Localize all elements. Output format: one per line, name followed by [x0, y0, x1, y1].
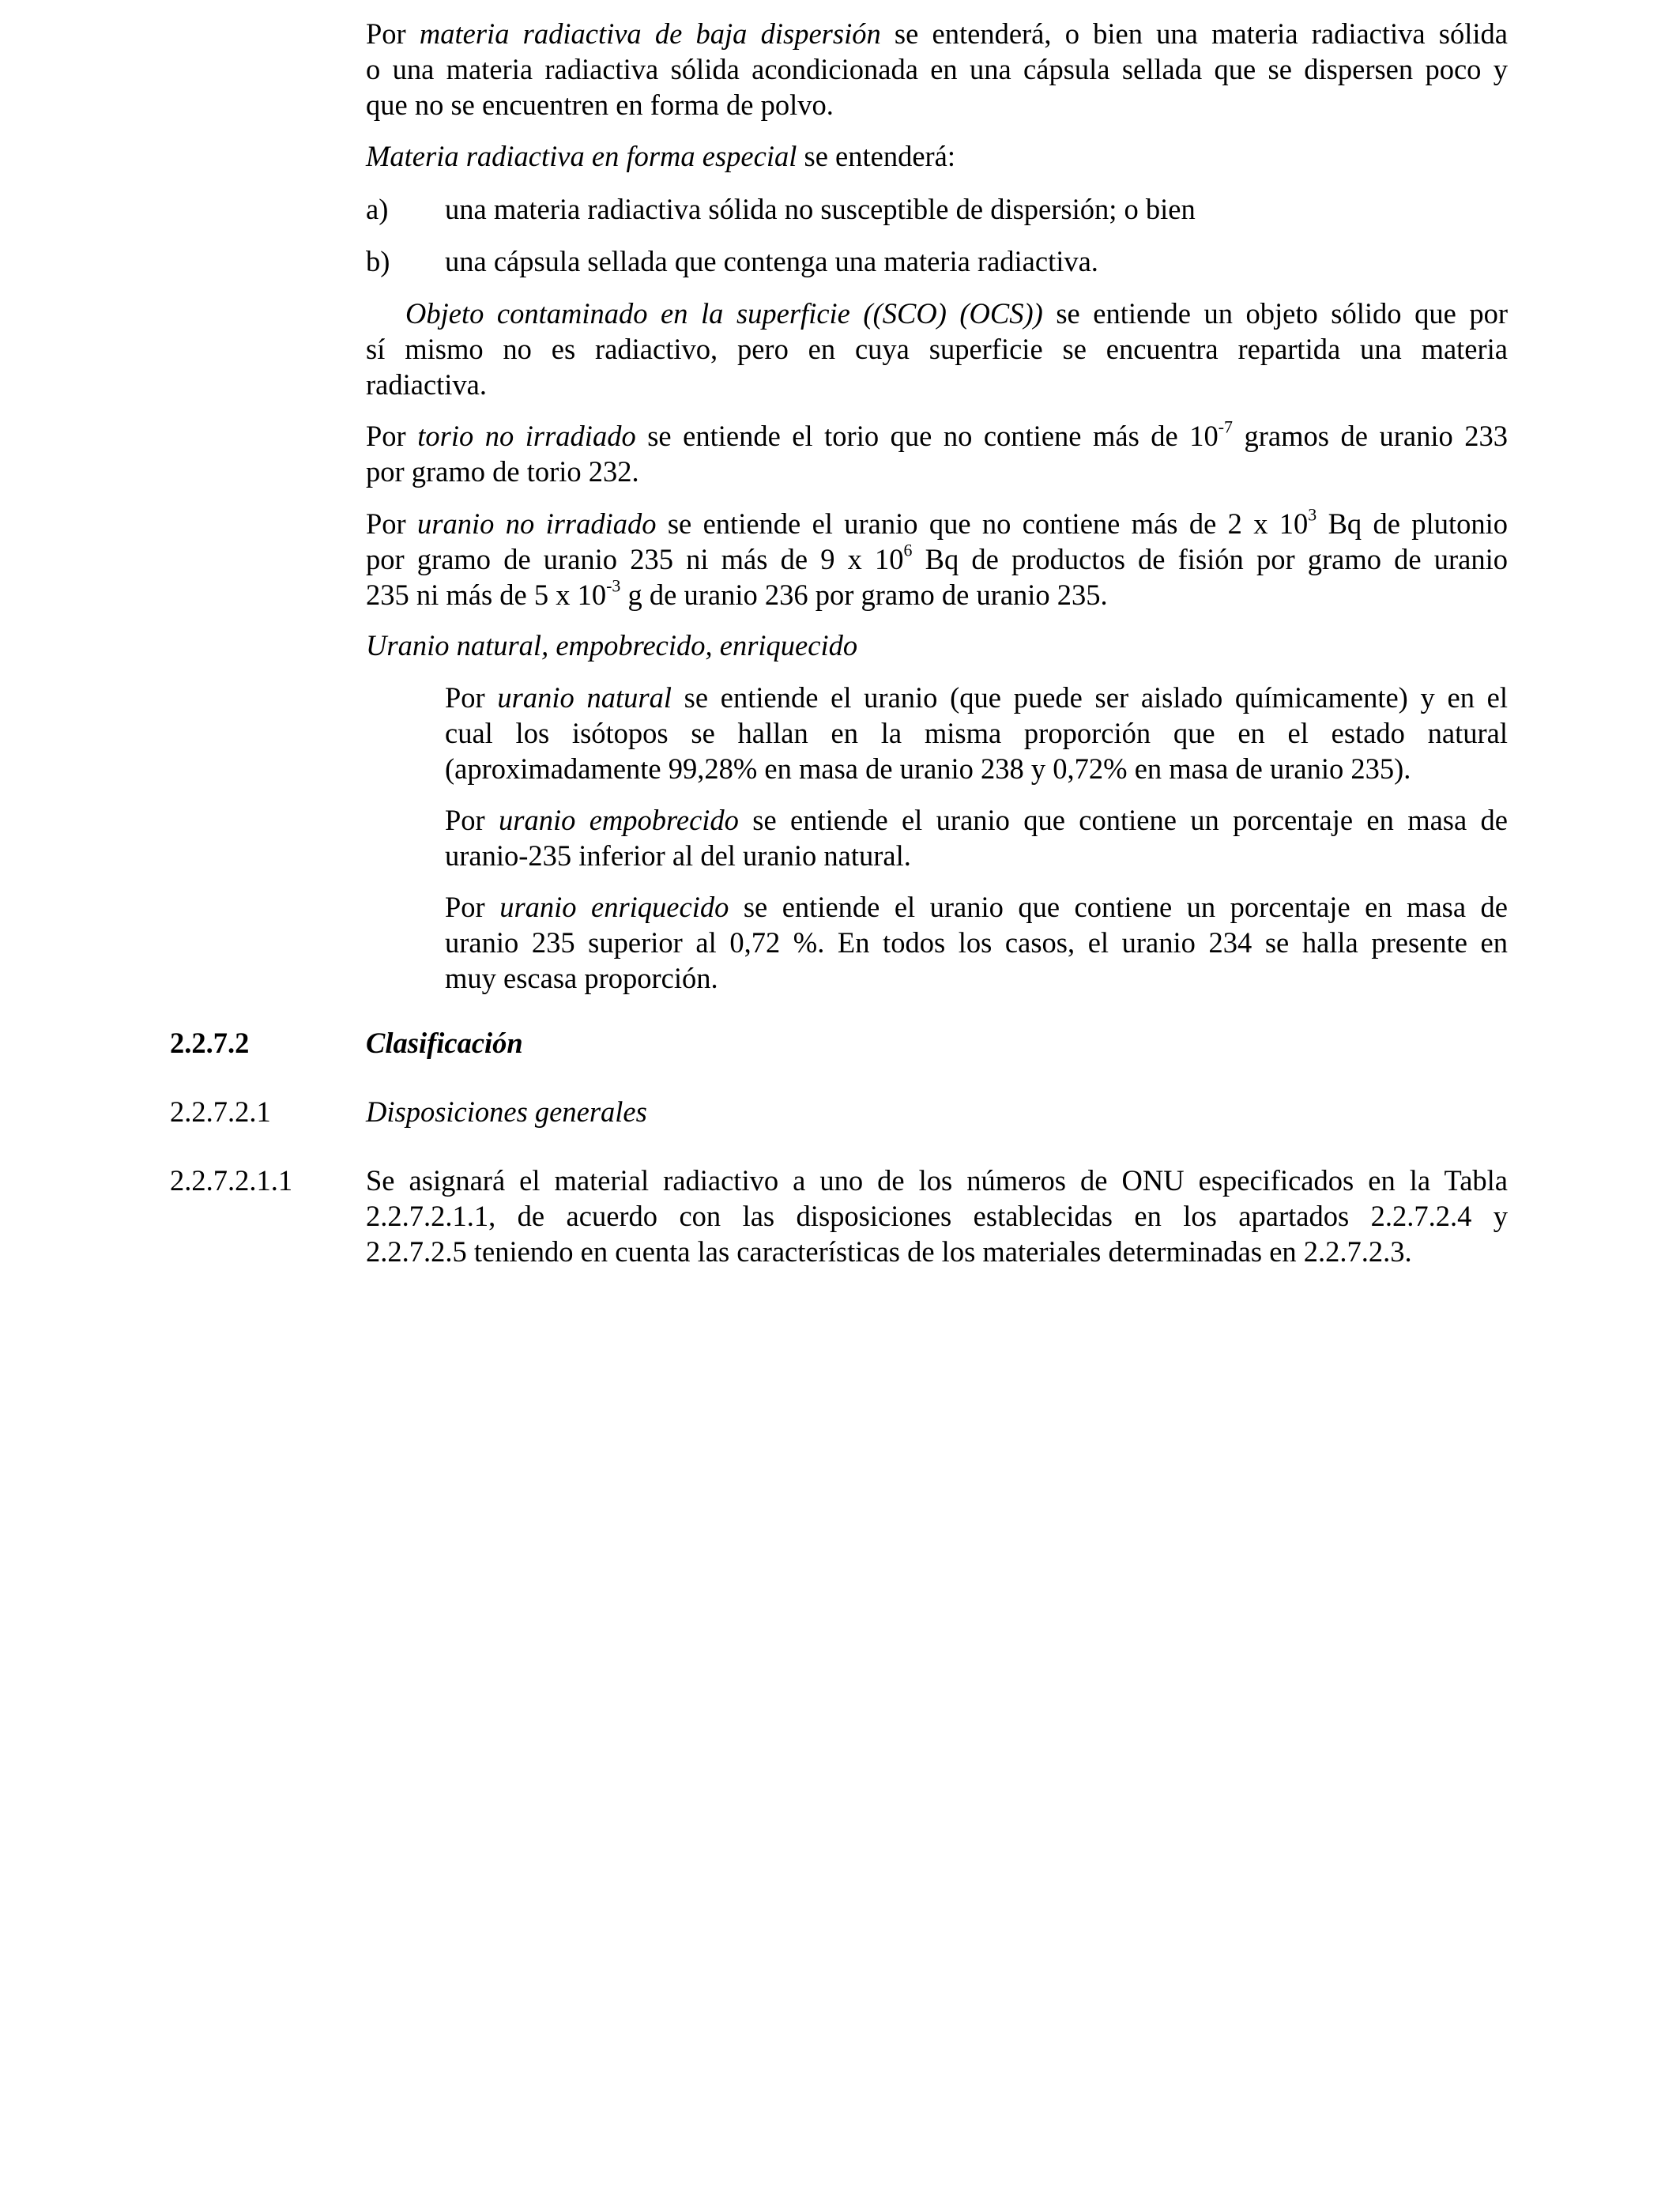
paragraph-line [366, 541, 1508, 577]
exponent: 6 [903, 540, 913, 560]
paragraph-line: 2.2.7.2.1.1, de acuerdo con las disposiciones establecidas en los apartados 2.2.7.2.4 y [366, 1200, 1508, 1232]
defined-term: materia radiactiva de baja dispersión [419, 17, 881, 50]
paragraph-line: (aproximadamente 99,28% en masa de uranio 238 y 0,72% en masa de uranio 235). [445, 752, 1411, 785]
paragraph-forma-especial [366, 138, 1508, 174]
paragraph-line: muy escasa proporción. [445, 962, 718, 994]
clause-number: 2.2.7.2.1.1 [170, 1164, 293, 1197]
subsection-title-text: Disposiciones generales [366, 1095, 647, 1128]
paragraph-line [366, 506, 1508, 541]
clause-paragraph [366, 1163, 1508, 1269]
text-rest: se entenderá, o bien una materia radiactiva sólida [880, 17, 1508, 50]
paragraph-line: o una materia radiactiva sólida acondicionada en una cápsula sellada que se dispersen poco y [366, 53, 1508, 85]
exponent: -3 [606, 575, 621, 596]
text-lead: Por [366, 420, 418, 452]
defined-term: uranio empobrecido [499, 804, 739, 836]
text-rest: se entenderá: [797, 140, 956, 172]
paragraph-line: uranio-235 inferior al del uranio natural. [445, 839, 911, 872]
list-marker: a) [366, 193, 389, 225]
paragraph-torio-no-irradiado [366, 418, 1508, 489]
paragraph-line [445, 889, 1508, 925]
text-lead: Por [366, 17, 420, 50]
defined-term: uranio enriquecido [499, 891, 729, 923]
text-part: por gramo de uranio 235 ni más de 9 x 10 [366, 543, 904, 575]
paragraph-baja-dispersion [366, 16, 1508, 123]
subsection-number: 2.2.7.2.1 [170, 1095, 271, 1128]
list-text: una materia radiactiva sólida no susceptible de dispersión; o bien [445, 193, 1196, 225]
list-marker: b) [366, 245, 390, 277]
paragraph-line [366, 296, 1508, 331]
paragraph-line [445, 680, 1508, 715]
exponent: -7 [1218, 417, 1234, 437]
paragraph-line [366, 418, 1508, 454]
paragraph-uranio-natural [445, 680, 1508, 786]
defined-term: uranio natural [497, 681, 672, 714]
paragraph-uranio-no-irradiado [366, 506, 1508, 613]
list-text: una cápsula sellada que contenga una materia radiactiva. [445, 245, 1098, 277]
defined-term: Objeto contaminado en la superficie ((SCO) (OCS)) [405, 297, 1043, 330]
subsection-title [366, 1094, 647, 1129]
paragraph-uranio-empobrecido [445, 802, 1508, 873]
section-number: 2.2.7.2 [170, 1027, 250, 1059]
paragraph-line [366, 577, 1508, 613]
text-rest: se entiende un objeto sólido que por [1042, 297, 1508, 330]
text-lead: Por [445, 804, 499, 836]
subheading-text: Uranio natural, empobrecido, enriquecido [366, 629, 858, 662]
paragraph-line [366, 16, 1508, 51]
text-mid: se entiende el torio que no contiene más de 10 [635, 420, 1219, 452]
section-title [366, 1025, 523, 1061]
section-title-text: Clasificación [366, 1027, 523, 1059]
paragraph-line: cual los isótopos se hallan en la misma proporción que en el estado natural [445, 717, 1508, 749]
text-rest: se entiende el uranio que contiene un porcentaje en masa de [729, 891, 1508, 923]
defined-term: Materia radiactiva en forma especial [366, 140, 797, 172]
text-part: Bq de productos de fisión por gramo de uranio [912, 543, 1508, 575]
paragraph-line: uranio 235 superior al 0,72 %. En todos los casos, el uranio 234 se halla presente en [445, 926, 1508, 959]
text-mid: se entiende el uranio que no contiene más de 2 x 10 [656, 507, 1309, 540]
paragraph-objeto-contaminado [366, 296, 1508, 402]
exponent: 3 [1308, 504, 1317, 525]
text-lead: Por [366, 507, 418, 540]
subheading-uranio [366, 628, 1508, 663]
paragraph-line: radiactiva. [366, 368, 488, 401]
paragraph-line: Se asignará el material radiactivo a uno de los números de ONU especificados en la Tabla [366, 1164, 1508, 1197]
paragraph-line: sí mismo no es radiactivo, pero en cuya superficie se encuentra repartida una materia [366, 333, 1508, 365]
paragraph-line: que no se encuentren en forma de polvo. [366, 89, 834, 121]
text-tail: gramos de uranio 233 [1233, 420, 1508, 452]
paragraph-line: 2.2.7.2.5 teniendo en cuenta las características de los materiales determinadas en 2.2.7.2.3. [366, 1235, 1412, 1268]
paragraph-line [366, 628, 1508, 663]
defined-term: uranio no irradiado [417, 507, 657, 540]
text-lead: Por [445, 891, 500, 923]
paragraph-uranio-enriquecido [445, 889, 1508, 996]
paragraph-line: por gramo de torio 232. [366, 455, 639, 488]
paragraph-line [366, 138, 1508, 174]
paragraph-line [445, 802, 1508, 838]
text-lead: Por [445, 681, 498, 714]
text-part: 235 ni más de 5 x 10 [366, 579, 607, 611]
defined-term: torio no irradiado [417, 420, 636, 452]
text-part: g de uranio 236 por gramo de uranio 235. [620, 579, 1108, 611]
text-rest: se entiende el uranio (que puede ser aislado químicamente) y en el [671, 681, 1508, 714]
text-rest: se entiende el uranio que contiene un porcentaje en masa de [738, 804, 1508, 836]
text-tail: Bq de plutonio [1317, 507, 1508, 540]
